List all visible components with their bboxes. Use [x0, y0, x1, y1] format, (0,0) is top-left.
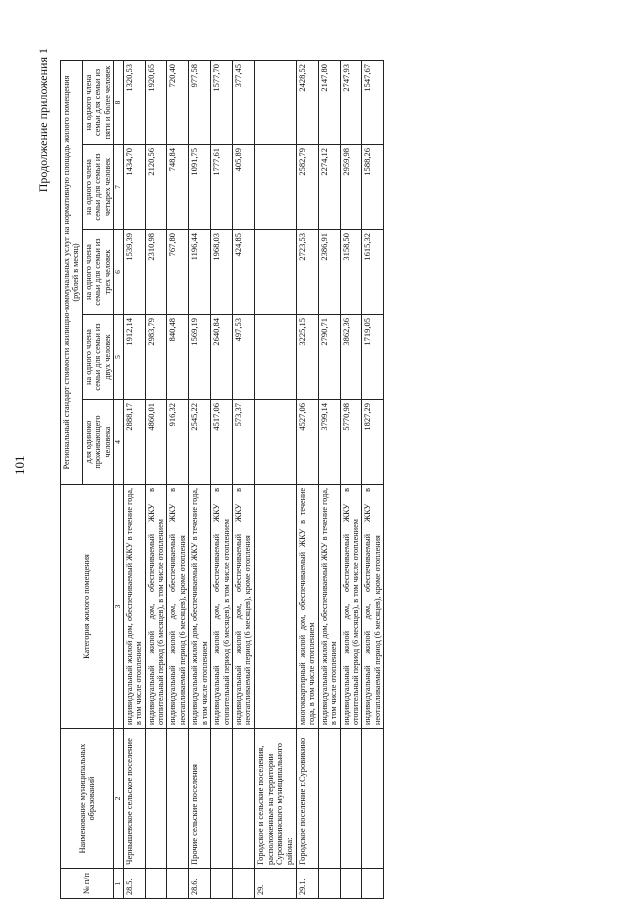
cost-value: 1539,39	[123, 230, 145, 315]
municipality-name	[211, 729, 233, 869]
cost-value: 2790,71	[318, 315, 340, 400]
standards-table	[60, 60, 384, 899]
cost-value: 720,40	[167, 60, 189, 144]
table-row	[123, 60, 145, 898]
cost-value: 1968,03	[211, 230, 233, 315]
housing-category: индивидуальный жилой дом, обеспечиваемый ЖКУ в течение года, в том числе отоплением	[318, 485, 340, 729]
row-number: 28.5.	[123, 869, 145, 899]
cost-value: 2959,98	[340, 145, 362, 230]
housing-category: многоквартирный жилой дом, обеспечиваемый ЖКУ в течение года, в том числе отоплением	[296, 485, 318, 729]
column-number: 4	[114, 400, 124, 485]
cost-value: 2747,93	[340, 60, 362, 144]
cost-value: 1091,75	[189, 145, 211, 230]
municipality-name: Чернышевское сельское поселение	[123, 729, 145, 869]
municipality-name: Городское и сельские поселения, расположенные на территории Суровикинского муниципального района:	[254, 729, 296, 869]
cost-value: 2310,98	[145, 230, 167, 315]
cost-value: 1827,29	[362, 400, 384, 485]
table-row	[296, 60, 318, 898]
cost-value: 2723,53	[296, 230, 318, 315]
municipality-name	[145, 729, 167, 869]
column-number: 3	[114, 485, 124, 729]
cost-value: 497,53	[232, 315, 254, 400]
cost-value	[254, 60, 296, 144]
row-number: 29.	[254, 869, 296, 899]
cost-value: 377,45	[232, 60, 254, 144]
table-row	[145, 60, 167, 898]
page-number: 101	[12, 455, 27, 475]
row-number	[145, 869, 167, 899]
cost-value: 3158,50	[340, 230, 362, 315]
cost-value: 916,32	[167, 400, 189, 485]
municipality-name: Городское поселение г.Суровикино	[296, 729, 318, 869]
housing-category	[254, 485, 296, 729]
table-row	[211, 60, 233, 898]
municipality-name	[362, 729, 384, 869]
column-number: 5	[114, 315, 124, 400]
subcol-header: на одного члена семьи для семьи из четырех человек	[82, 145, 113, 230]
table-row	[167, 60, 189, 898]
header-no: № п/п	[61, 869, 114, 899]
row-number	[167, 869, 189, 899]
housing-category: индивидуальный жилой дом, обеспечиваемый ЖКУ в отопительный период (6 месяцев), в том числе отоплением	[211, 485, 233, 729]
cost-value: 3862,36	[340, 315, 362, 400]
subcol-header: для одиноко проживающего человека	[82, 400, 113, 485]
cost-value: 4527,06	[296, 400, 318, 485]
cost-value: 1320,53	[123, 60, 145, 144]
table-row	[189, 60, 211, 898]
cost-value: 977,58	[189, 60, 211, 144]
cost-value: 405,89	[232, 145, 254, 230]
cost-value: 2545,22	[189, 400, 211, 485]
column-number-row	[114, 60, 124, 898]
cost-value: 5770,98	[340, 400, 362, 485]
cost-value: 1588,26	[362, 145, 384, 230]
table-row	[254, 60, 296, 898]
column-number: 1	[114, 869, 124, 899]
cost-value: 1577,70	[211, 60, 233, 144]
subcol-header: на одного члена семьи для семьи из трех человек	[82, 230, 113, 315]
row-number	[232, 869, 254, 899]
housing-category: индивидуальный жилой дом, обеспечиваемый ЖКУ в неотапливаемый период (6 месяцев), кроме отопления	[362, 485, 384, 729]
cost-value: 748,84	[167, 145, 189, 230]
subcol-header: на одного члена семьи для семьи из пяти и более человек	[82, 60, 113, 144]
row-number	[340, 869, 362, 899]
cost-value: 424,85	[232, 230, 254, 315]
cost-value: 2888,17	[123, 400, 145, 485]
cost-value: 1196,44	[189, 230, 211, 315]
cost-value	[254, 230, 296, 315]
cost-value: 1547,67	[362, 60, 384, 144]
cost-value: 4860,01	[145, 400, 167, 485]
column-number: 6	[114, 230, 124, 315]
municipality-name	[167, 729, 189, 869]
header-row-1	[61, 60, 83, 898]
cost-value: 1615,32	[362, 230, 384, 315]
column-number: 8	[114, 60, 124, 144]
cost-value	[254, 145, 296, 230]
cost-value: 1569,19	[189, 315, 211, 400]
header-category: Категория жилого помещения	[61, 485, 114, 729]
row-number	[318, 869, 340, 899]
municipality-name: Прочие сельские поселения	[189, 729, 211, 869]
cost-value: 1912,14	[123, 315, 145, 400]
housing-category: индивидуальный жилой дом, обеспечиваемый ЖКУ в течение года, в том числе отоплением	[189, 485, 211, 729]
header-standard: Региональный стандарт стоимости жилищно-коммунальных услуг на нормативную площадь жилого помещения (рублей в месяц)	[61, 60, 83, 484]
column-number: 7	[114, 145, 124, 230]
row-number	[362, 869, 384, 899]
cost-value: 1920,65	[145, 60, 167, 144]
municipality-name	[318, 729, 340, 869]
table-row	[362, 60, 384, 898]
subcol-header: на одного члена семьи для семьи из двух человек	[82, 315, 113, 400]
municipality-name	[340, 729, 362, 869]
row-number: 28.6.	[189, 869, 211, 899]
header-name: Наименование муниципальных образований	[61, 729, 114, 869]
cost-value: 2428,52	[296, 60, 318, 144]
municipality-name	[232, 729, 254, 869]
cost-value: 1719,05	[362, 315, 384, 400]
cost-value: 2120,56	[145, 145, 167, 230]
table-body	[123, 60, 384, 898]
row-number	[211, 869, 233, 899]
cost-value: 2274,12	[318, 145, 340, 230]
cost-value: 2582,79	[296, 145, 318, 230]
table-row	[232, 60, 254, 898]
cost-value: 1777,61	[211, 145, 233, 230]
housing-category: индивидуальный жилой дом, обеспечиваемый ЖКУ в отопительный период (6 месяцев), в том числе отоплением	[340, 485, 362, 729]
cost-value: 2640,84	[211, 315, 233, 400]
cost-value: 2386,91	[318, 230, 340, 315]
cost-value: 573,37	[232, 400, 254, 485]
housing-category: индивидуальный жилой дом, обеспечиваемый ЖКУ в неотапливаемый период (6 месяцев), кроме отопления	[232, 485, 254, 729]
cost-value: 2147,80	[318, 60, 340, 144]
cost-value: 2983,79	[145, 315, 167, 400]
column-number: 2	[114, 729, 124, 869]
cost-value	[254, 315, 296, 400]
housing-category: индивидуальный жилой дом, обеспечиваемый ЖКУ в неотапливаемый период (6 месяцев), кроме отопления	[167, 485, 189, 729]
table-row	[318, 60, 340, 898]
cost-value	[254, 400, 296, 485]
cost-value: 1434,70	[123, 145, 145, 230]
housing-category: индивидуальный жилой дом, обеспечиваемый ЖКУ в отопительный период (6 месяцев), в том числе отоплением	[145, 485, 167, 729]
cost-value: 4517,06	[211, 400, 233, 485]
table-row	[340, 60, 362, 898]
cost-value: 3799,14	[318, 400, 340, 485]
cost-value: 840,48	[167, 315, 189, 400]
housing-category: индивидуальный жилой дом, обеспечиваемый ЖКУ в течение года, в том числе отоплением	[123, 485, 145, 729]
continuation-title: Продолжение приложения 1	[36, 48, 50, 193]
cost-value: 767,80	[167, 230, 189, 315]
row-number: 29.1.	[296, 869, 318, 899]
cost-value: 3225,15	[296, 315, 318, 400]
